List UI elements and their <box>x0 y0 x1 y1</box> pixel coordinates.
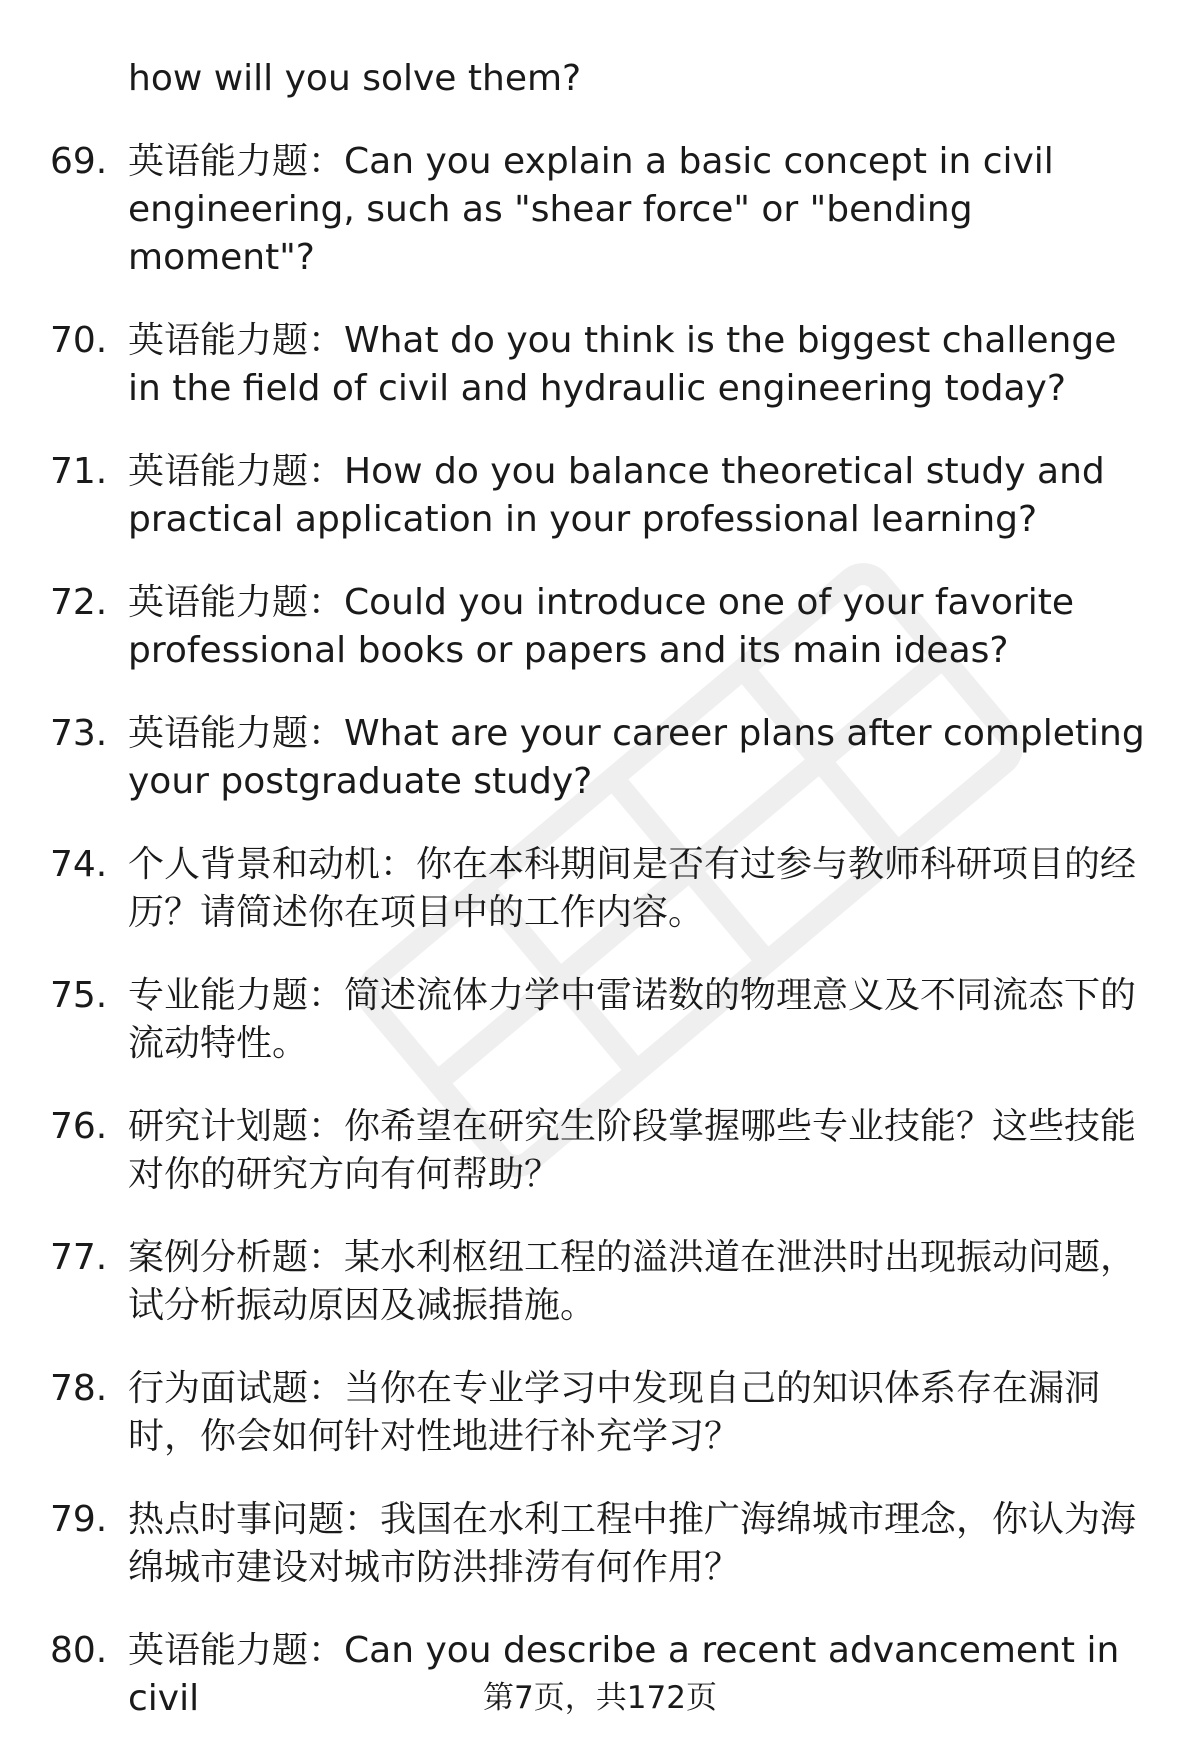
question-text: 行为面试题：当你在专业学习中发现自己的知识体系存在漏洞时，你会如何针对性地进行补充学习？ <box>128 1368 1101 1457</box>
list-item <box>50 972 1160 1068</box>
question-text: 案例分析题：某水利枢纽工程的溢洪道在泄洪时出现振动问题，试分析振动原因及减振措施。 <box>128 1237 1137 1326</box>
question-text: 英语能力题：Can you describe a recent advancement in civil <box>128 1630 1120 1719</box>
question-list <box>50 55 1160 1723</box>
list-item <box>50 1496 1160 1592</box>
question-text: 英语能力题：What are your career plans after completing your postgraduate study? <box>128 713 1145 802</box>
question-number: 73. <box>50 713 108 754</box>
question-text: 专业能力题：简述流体力学中雷诺数的物理意义及不同流态下的流动特性。 <box>128 975 1137 1064</box>
question-number: 75. <box>50 975 108 1016</box>
question-text: 研究计划题：你希望在研究生阶段掌握哪些专业技能？这些技能对你的研究方向有何帮助？ <box>128 1106 1137 1195</box>
question-number: 80. <box>50 1630 108 1671</box>
question-number: 76. <box>50 1106 108 1147</box>
question-text: 英语能力题：Can you explain a basic concept in civil engineering, such as "shear force" or "bending moment"? <box>128 141 1054 278</box>
question-number: 70. <box>50 320 108 361</box>
list-item <box>50 317 1160 413</box>
list-item <box>50 710 1160 806</box>
question-text: 英语能力题：Could you introduce one of your favorite professional books or papers and its main ideas? <box>128 582 1074 671</box>
question-text: 个人背景和动机：你在本科期间是否有过参与教师科研项目的经历？请简述你在项目中的工作内容。 <box>128 844 1137 933</box>
list-item <box>50 579 1160 675</box>
list-item <box>50 1234 1160 1330</box>
list-item <box>50 1365 1160 1461</box>
question-number: 78. <box>50 1368 108 1409</box>
question-number: 71. <box>50 451 108 492</box>
question-text: 英语能力题：How do you balance theoretical study and practical application in your professional learning? <box>128 451 1105 540</box>
list-item <box>50 1103 1160 1199</box>
question-number: 77. <box>50 1237 108 1278</box>
question-number: 72. <box>50 582 108 623</box>
list-item <box>50 841 1160 937</box>
page-number: 第7页，共172页 <box>483 1680 717 1716</box>
question-number: 69. <box>50 141 108 182</box>
question-text: 热点时事问题：我国在水利工程中推广海绵城市理念，你认为海绵城市建设对城市防洪排涝有何作用？ <box>128 1499 1137 1588</box>
question-number: 79. <box>50 1499 108 1540</box>
question-number: 74. <box>50 844 108 885</box>
list-item <box>50 448 1160 544</box>
list-item <box>50 138 1160 282</box>
question-text: 英语能力题：What do you think is the biggest challenge in the field of civil and hydraulic engineering today? <box>128 320 1117 409</box>
continuation-text: how will you solve them? <box>128 58 582 99</box>
